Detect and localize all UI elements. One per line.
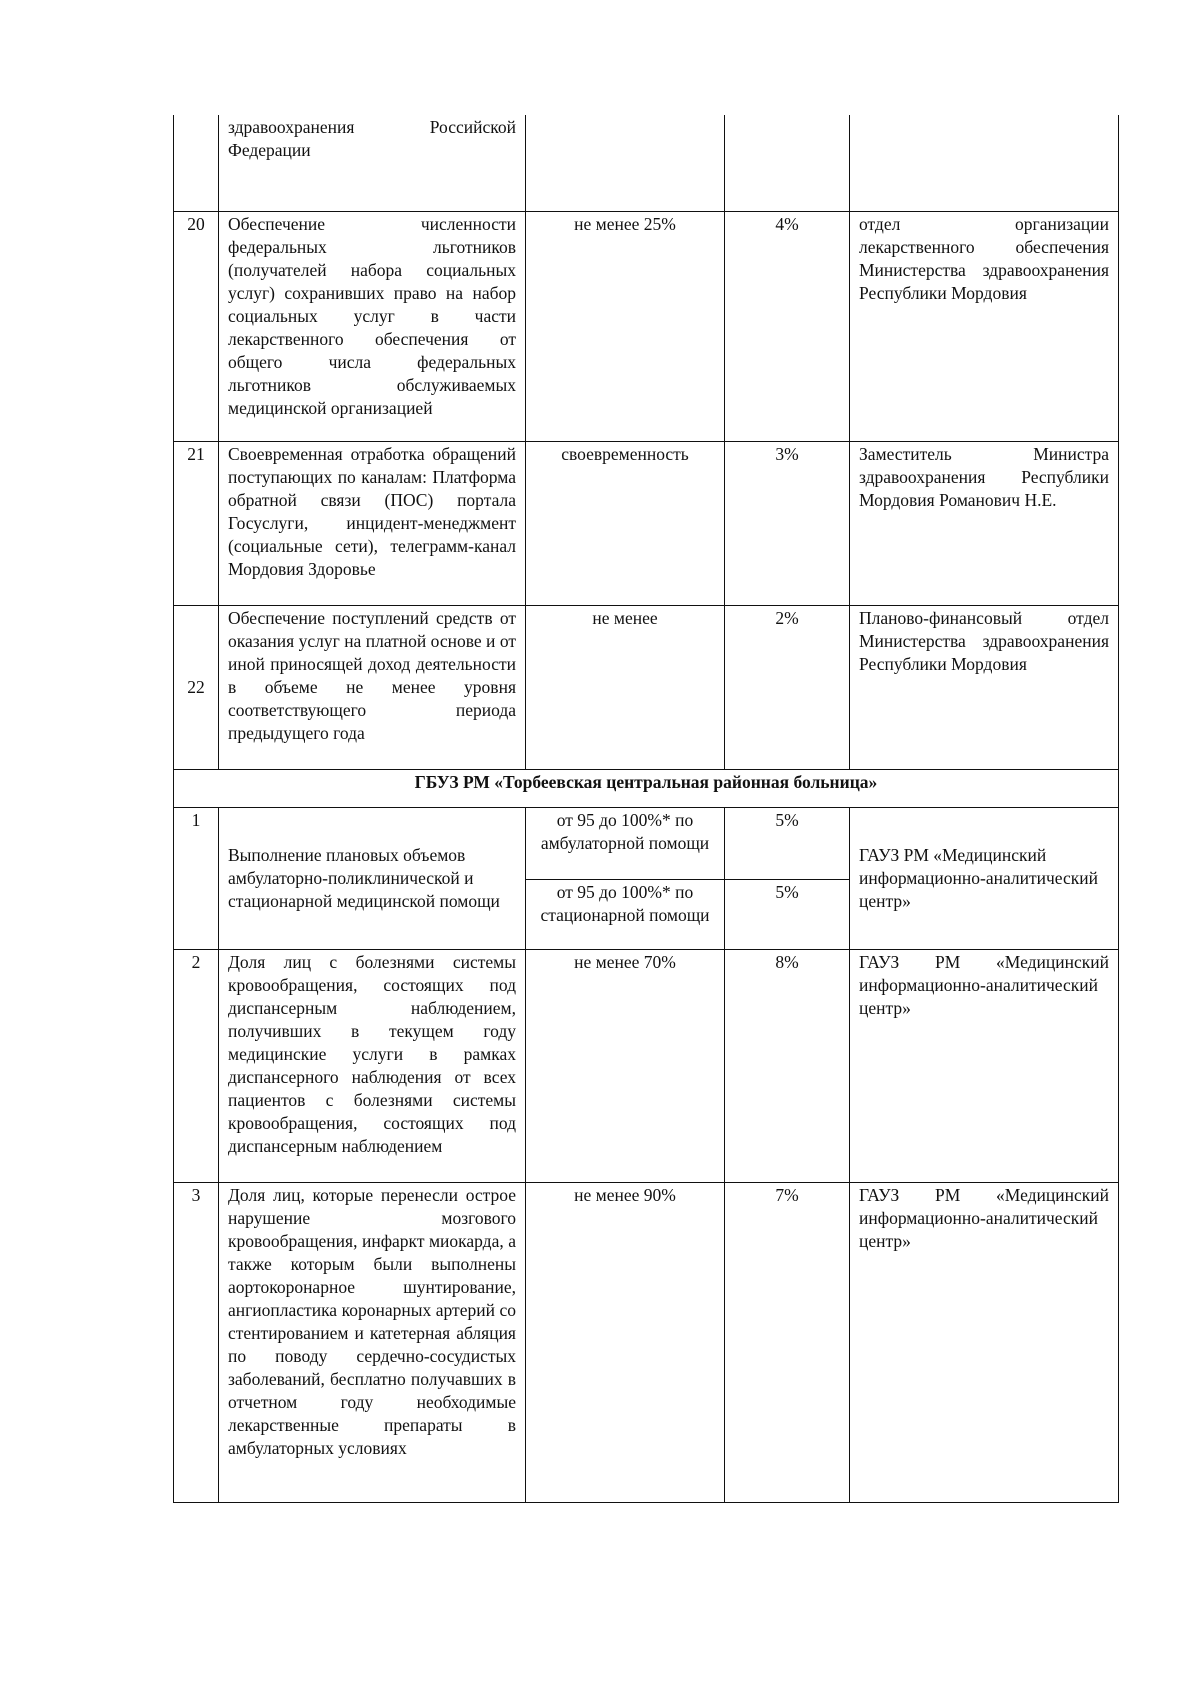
weight-value-cell: 3% [725,441,850,605]
row-number-cell [174,115,219,211]
criterion-value-cell: не менее 90% [526,1182,725,1502]
table-row [174,211,1119,441]
responsible-party-cell [850,115,1119,211]
indicator-description-cell: Выполнение плановых объемов амбулаторно-поликлинической и стационарной медицинской помощи [219,807,526,949]
criterion-value-cell: своевременность [526,441,725,605]
indicator-description-cell: Своевременная отработка обращений поступающих по каналам: Платформа обратной связи (ПОС) портала Госуслуги, инцидент-менеджмент (социальные сети), телеграмм-канал Мордовия Здоровье [219,441,526,605]
criterion-value-cell: не менее 25% [526,211,725,441]
weight-value-cell: 8% [725,949,850,1182]
weight-value-cell: 5% [725,879,850,949]
responsible-party-cell: отдел организации лекарственного обеспечения Министерства здравоохранения Республики Мордовия [850,211,1119,441]
weight-value-cell [725,115,850,211]
table-row [174,807,1119,879]
criterion-value-cell: от 95 до 100%* по стационарной помощи [526,879,725,949]
table-row [174,605,1119,769]
weight-value-cell: 7% [725,1182,850,1502]
row-number-cell: 22 [174,605,219,769]
table-row [174,1182,1119,1502]
indicator-description-cell: Обеспечение поступлений средств от оказания услуг на платной основе и от иной приносящей доход деятельности в объеме не менее уровня соответствующего периода предыдущего года [219,605,526,769]
row-number-cell: 20 [174,211,219,441]
weight-value-cell: 5% [725,807,850,879]
table-row [174,949,1119,1182]
responsible-party-cell: ГАУЗ РМ «Медицинский информационно-аналитический центр» [850,1182,1119,1502]
responsible-party-cell: Планово-финансовый отдел Министерства здравоохранения Республики Мордовия [850,605,1119,769]
indicators-table-body [174,115,1119,1502]
indicator-description-cell: Обеспечение численности федеральных льготников (получателей набора социальных услуг) сохранивших право на набор социальных услуг в части лекарственного обеспечения от общего числа федеральных льготников обслуживаемых медицинской организацией [219,211,526,441]
indicator-description-cell: здравоохранения Российской Федерации [219,115,526,211]
criterion-value-cell: не менее 70% [526,949,725,1182]
section-title: ГБУЗ РМ «Торбеевская центральная районная больница» [174,769,1119,807]
criterion-value-cell [526,115,725,211]
indicator-description-cell: Доля лиц, которые перенесли острое нарушение мозгового кровообращения, инфаркт миокарда, а также которым были выполнены аортокоронарное шунтирование, ангиопластика коронарных артерий со стентированием и катетерная абляция по поводу сердечно-сосудистых заболеваний, бесплатно получавших в отчетном году необходимые лекарственные препараты в амбулаторных условиях [219,1182,526,1502]
responsible-party-cell: ГАУЗ РМ «Медицинский информационно-аналитический центр» [850,949,1119,1182]
weight-value-cell: 4% [725,211,850,441]
indicators-table [173,115,1119,1503]
responsible-party-cell: ГАУЗ РМ «Медицинский информационно-аналитический центр» [850,807,1119,949]
row-number-cell: 1 [174,807,219,949]
criterion-value-cell: не менее [526,605,725,769]
responsible-party-cell: Заместитель Министра здравоохранения Республики Мордовия Романович Н.Е. [850,441,1119,605]
row-number-cell: 21 [174,441,219,605]
indicator-description-cell: Доля лиц с болезнями системы кровообращения, состоящих под диспансерным наблюдением, получивших в текущем году медицинские услуги в рамках диспансерного наблюдения от всех пациентов с болезнями системы кровообращения, состоящих под диспансерным наблюдением [219,949,526,1182]
row-number-cell: 3 [174,1182,219,1502]
criterion-value-cell: от 95 до 100%* по амбулаторной помощи [526,807,725,879]
table-row [174,115,1119,211]
row-number-cell: 2 [174,949,219,1182]
table-row [174,441,1119,605]
section-header-row [174,769,1119,807]
weight-value-cell: 2% [725,605,850,769]
